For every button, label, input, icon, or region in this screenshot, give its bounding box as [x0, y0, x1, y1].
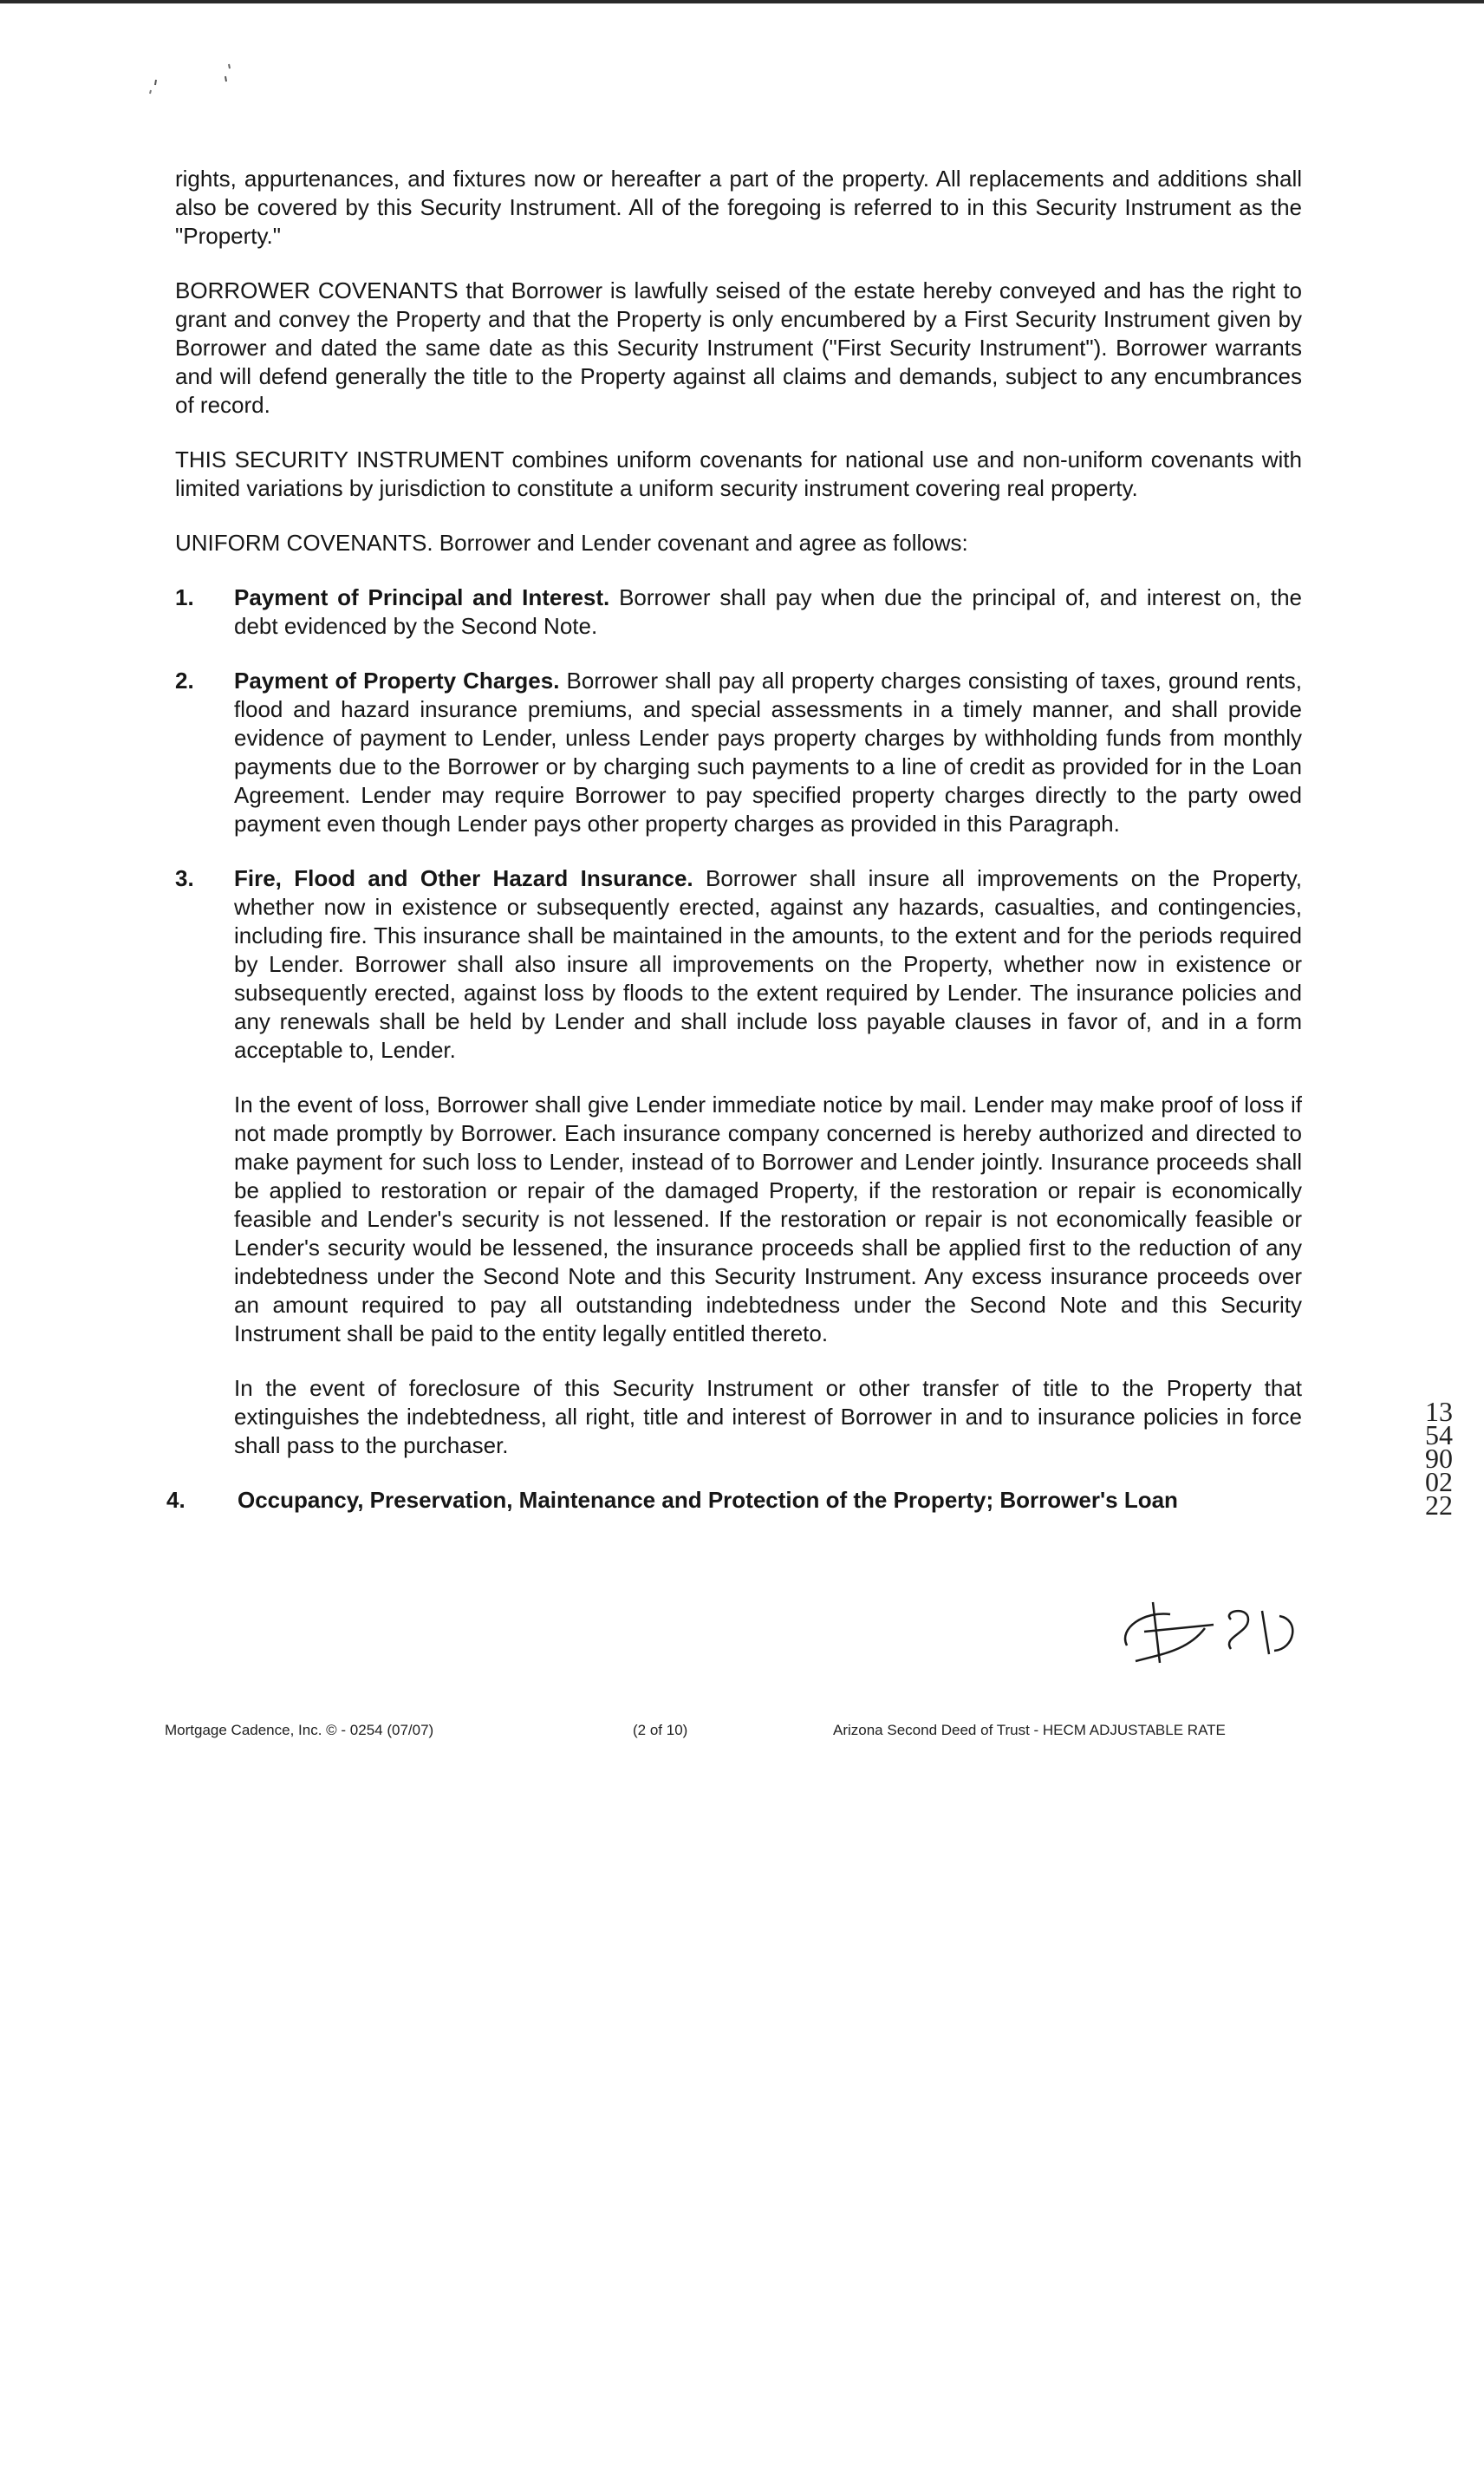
covenant-item-4 — [166, 1486, 1302, 1515]
foreclosure-paragraph: In the event of foreclosure of this Security Instrument or other transfer of title to the Property that extinguishes the indebtedness, all right, title and interest of Borrower in and to insurance policies in force shall pass to the purchaser. — [234, 1375, 1302, 1458]
recording-number-stamp: 1354900222 — [1425, 1396, 1453, 1521]
item-title: Occupancy, Preservation, Maintenance and Protection of the Property; Borrower's Loan — [238, 1487, 1178, 1513]
uniform-covenants-heading: UNIFORM COVENANTS. Borrower and Lender covenant and agree as follows: — [175, 530, 968, 556]
footer-page-number: (2 of 10) — [633, 1722, 688, 1738]
security-instrument-paragraph: THIS SECURITY INSTRUMENT combines uniform covenants for national use and non-uniform covenants with limited variations by jurisdiction to constitute a uniform security instrument covering real property. — [175, 446, 1302, 501]
scan-speck-marks — [147, 61, 251, 95]
item-number: 1. — [175, 584, 194, 610]
covenant-item-3 — [175, 864, 1302, 1460]
item-number: 4. — [166, 1487, 186, 1513]
footer-form-id: Mortgage Cadence, Inc. © - 0254 (07/07) — [165, 1722, 434, 1738]
borrower-initials-signature — [1110, 1593, 1309, 1668]
item-text: Borrower shall insure all improvements on the Property, whether now in existence or subsequently erected, against any hazards, casualties, and contingencies, including fire. This insurance shall be maintained in the amounts, to the extent and for the periods required by Lender. Borrower shall also insure all improvements on the Property, whether now in existence or subsequently erected, against loss by floods to the extent required by Lender. The insurance policies and any renewals shall be held by Lender and shall include loss payable clauses in favor of, and in a form acceptable to, Lender. — [234, 865, 1302, 1063]
item-text: Borrower shall pay when due the principal of, and interest on, the debt evidenced by the Second Note. — [234, 584, 1302, 639]
property-paragraph: rights, appurtenances, and fixtures now or hereafter a part of the property. All replacements and additions shall also be covered by this Security Instrument. All of the foregoing is referred to in this Security Instrument as the "Property." — [175, 166, 1302, 249]
item-text: Borrower shall pay all property charges consisting of taxes, ground rents, flood and hazard insurance premiums, and special assessments in a timely manner, and shall provide evidence of payment to Lender, unless Lender pays property charges by withholding funds from monthly payments due to the Borrower or by charging such payments to a line of credit as provided for in the Loan Agreement. Lender may require Borrower to pay specified property charges directly to the party owed payment even though Lender pays other property charges as provided in this Paragraph. — [234, 668, 1302, 837]
insurance-loss-paragraph: In the event of loss, Borrower shall give Lender immediate notice by mail. Lender may make proof of loss if not made promptly by Borrower. Each insurance company concerned is hereby authorized and directed to make payment for such loss to Lender, instead of to Borrower and Lender jointly. Insurance proceeds shall be applied to restoration or repair of the damaged Property, if the restoration or repair is economically feasible and Lender's security is not lessened. If the restoration or repair is not economically feasible or Lender's security would be lessened, the insurance proceeds shall be applied first to the reduction of any indebtedness under the Second Note and this Security Instrument. Any excess insurance proceeds over an amount required to pay all outstanding indebtedness under the Second Note and this Security Instrument shall be paid to the entity legally entitled thereto. — [234, 1092, 1302, 1346]
item-title: Fire, Flood and Other Hazard Insurance. — [234, 865, 693, 891]
borrower-covenants-paragraph: BORROWER COVENANTS that Borrower is lawfully seised of the estate hereby conveyed and has the right to grant and convey the Property and that the Property is only encumbered by a First Security Instrument given by Borrower and dated the same date as this Security Instrument ("First Security Instrument"). Borrower warrants and will defend generally the title to the Property against all claims and demands, subject to any encumbrances of record. — [175, 277, 1302, 418]
page-footer — [165, 1722, 1292, 1748]
item-number: 2. — [175, 668, 194, 694]
footer-document-title: Arizona Second Deed of Trust - HECM ADJUSTABLE RATE — [833, 1722, 1226, 1738]
item-number: 3. — [175, 865, 194, 891]
scan-top-edge — [0, 0, 1484, 3]
item-title: Payment of Property Charges. — [234, 668, 560, 694]
document-body — [166, 165, 1302, 1515]
item-title: Payment of Principal and Interest. — [234, 584, 610, 610]
covenant-item-1 — [175, 583, 1302, 641]
covenant-item-2 — [175, 667, 1302, 838]
